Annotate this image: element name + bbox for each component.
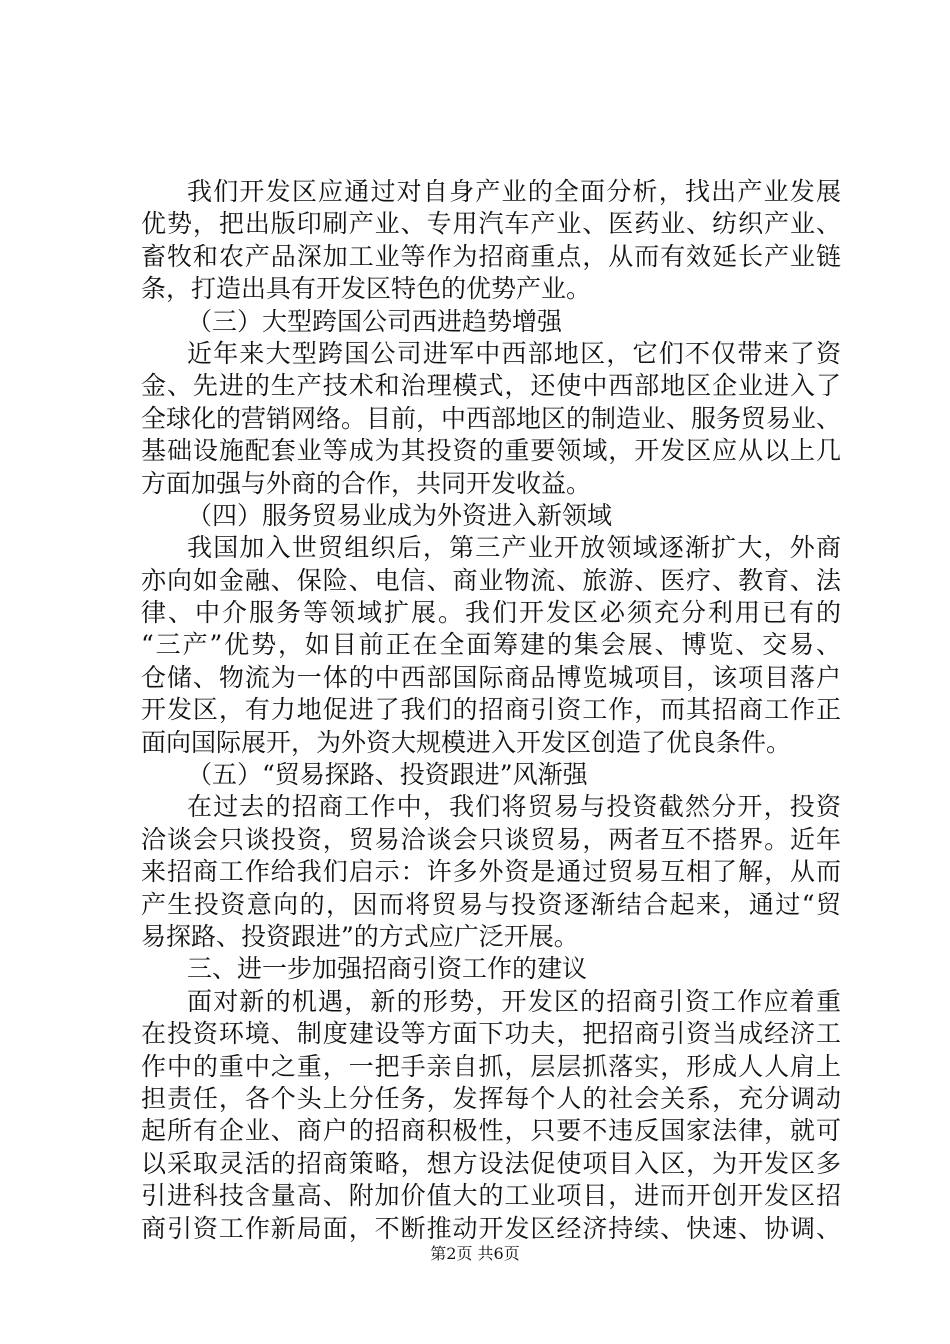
paragraph-line: 以采取灵活的招商策略，想方设法促使项目入区，为开发区多 [141,1148,841,1178]
paragraph-line: 开发区，有力地促进了我们的招商引资工作，而其招商工作正 [141,695,841,725]
paragraph-line: 面向国际展开，为外资大规模进入开发区创造了优良条件。 [141,727,792,757]
paragraph-line: 来招商工作给我们启示：许多外资是通过贸易互相了解，从而 [141,857,841,887]
section-heading: （五）“贸易探路、投资跟进”风渐强 [187,760,588,790]
paragraph-line: 担责任，各个头上分任务，发挥每个人的社会关系，充分调动 [141,1083,841,1113]
paragraph-line: 起所有企业、商户的招商积极性，只要不违反国家法律，就可 [141,1116,841,1146]
paragraph-line: 亦向如金融、保险、电信、商业物流、旅游、医疗、教育、法 [141,565,841,595]
paragraph-line: 全球化的营销网络。目前，中西部地区的制造业、服务贸易业、 [141,403,842,433]
page-number-footer: 第2页 共6页 [430,1244,520,1263]
paragraph-line: 易探路、投资跟进”的方式应广泛开展。 [141,921,579,951]
paragraph-line: 律、中介服务等领域扩展。我们开发区必须充分利用已有的 [141,598,841,628]
paragraph-line: 近年来大型跨国公司进军中西部地区，它们不仅带来了资 [187,338,841,368]
paragraph-line: 金、先进的生产技术和治理模式，还使中西部地区企业进入了 [141,371,841,401]
paragraph-line: 畜牧和农产品深加工业等作为招商重点，从而有效延长产业链 [141,241,841,271]
paragraph-line: 引进科技含量高、附加价值大的工业项目，进而开创开发区招 [141,1181,841,1211]
section-heading: （三）大型跨国公司西进趋势增强 [187,306,563,336]
paragraph-line: 在过去的招商工作中，我们将贸易与投资截然分开，投资 [187,792,841,822]
paragraph-line: 我们开发区应通过对自身产业的全面分析，找出产业发展 [187,177,841,206]
paragraph-line: 洽谈会只谈投资，贸易洽谈会只谈贸易，两者互不搭界。近年 [141,824,841,854]
paragraph-line: 基础设施配套业等成为其投资的重要领域，开发区应从以上几 [141,436,841,466]
paragraph-line: “三产”优势，如目前正在全面筹建的集会展、博览、交易、 [141,630,841,660]
paragraph-line: 条，打造出具有开发区特色的优势产业。 [141,274,592,304]
paragraph-line: 仓储、物流为一体的中西部国际商品博览城项目，该项目落户 [141,662,841,692]
paragraph-line: 我国加入世贸组织后，第三产业开放领域逐渐扩大，外商 [187,533,841,563]
section-heading: 三、进一步加强招商引资工作的建议 [187,954,588,984]
paragraph-line: 产生投资意向的，因而将贸易与投资逐渐结合起来，通过“贸 [141,889,841,919]
paragraph-line: 商引资工作新局面，不断推动开发区经济持续、快速、协调、 [141,1213,841,1243]
paragraph-line: 方面加强与外商的合作，共同开发收益。 [141,468,592,498]
paragraph-line: 作中的重中之重，一把手亲自抓，层层抓落实，形成人人肩上 [141,1051,841,1081]
document-body [141,176,841,1245]
paragraph-line: 面对新的机遇，新的形势，开发区的招商引资工作应着重 [187,986,841,1016]
paragraph-line: 优势，把出版印刷产业、专用汽车产业、医药业、纺织产业、 [141,209,841,239]
paragraph-line: 在投资环境、制度建设等方面下功夫，把招商引资当成经济工 [141,1019,841,1049]
section-heading: （四）服务贸易业成为外资进入新领域 [187,500,613,530]
